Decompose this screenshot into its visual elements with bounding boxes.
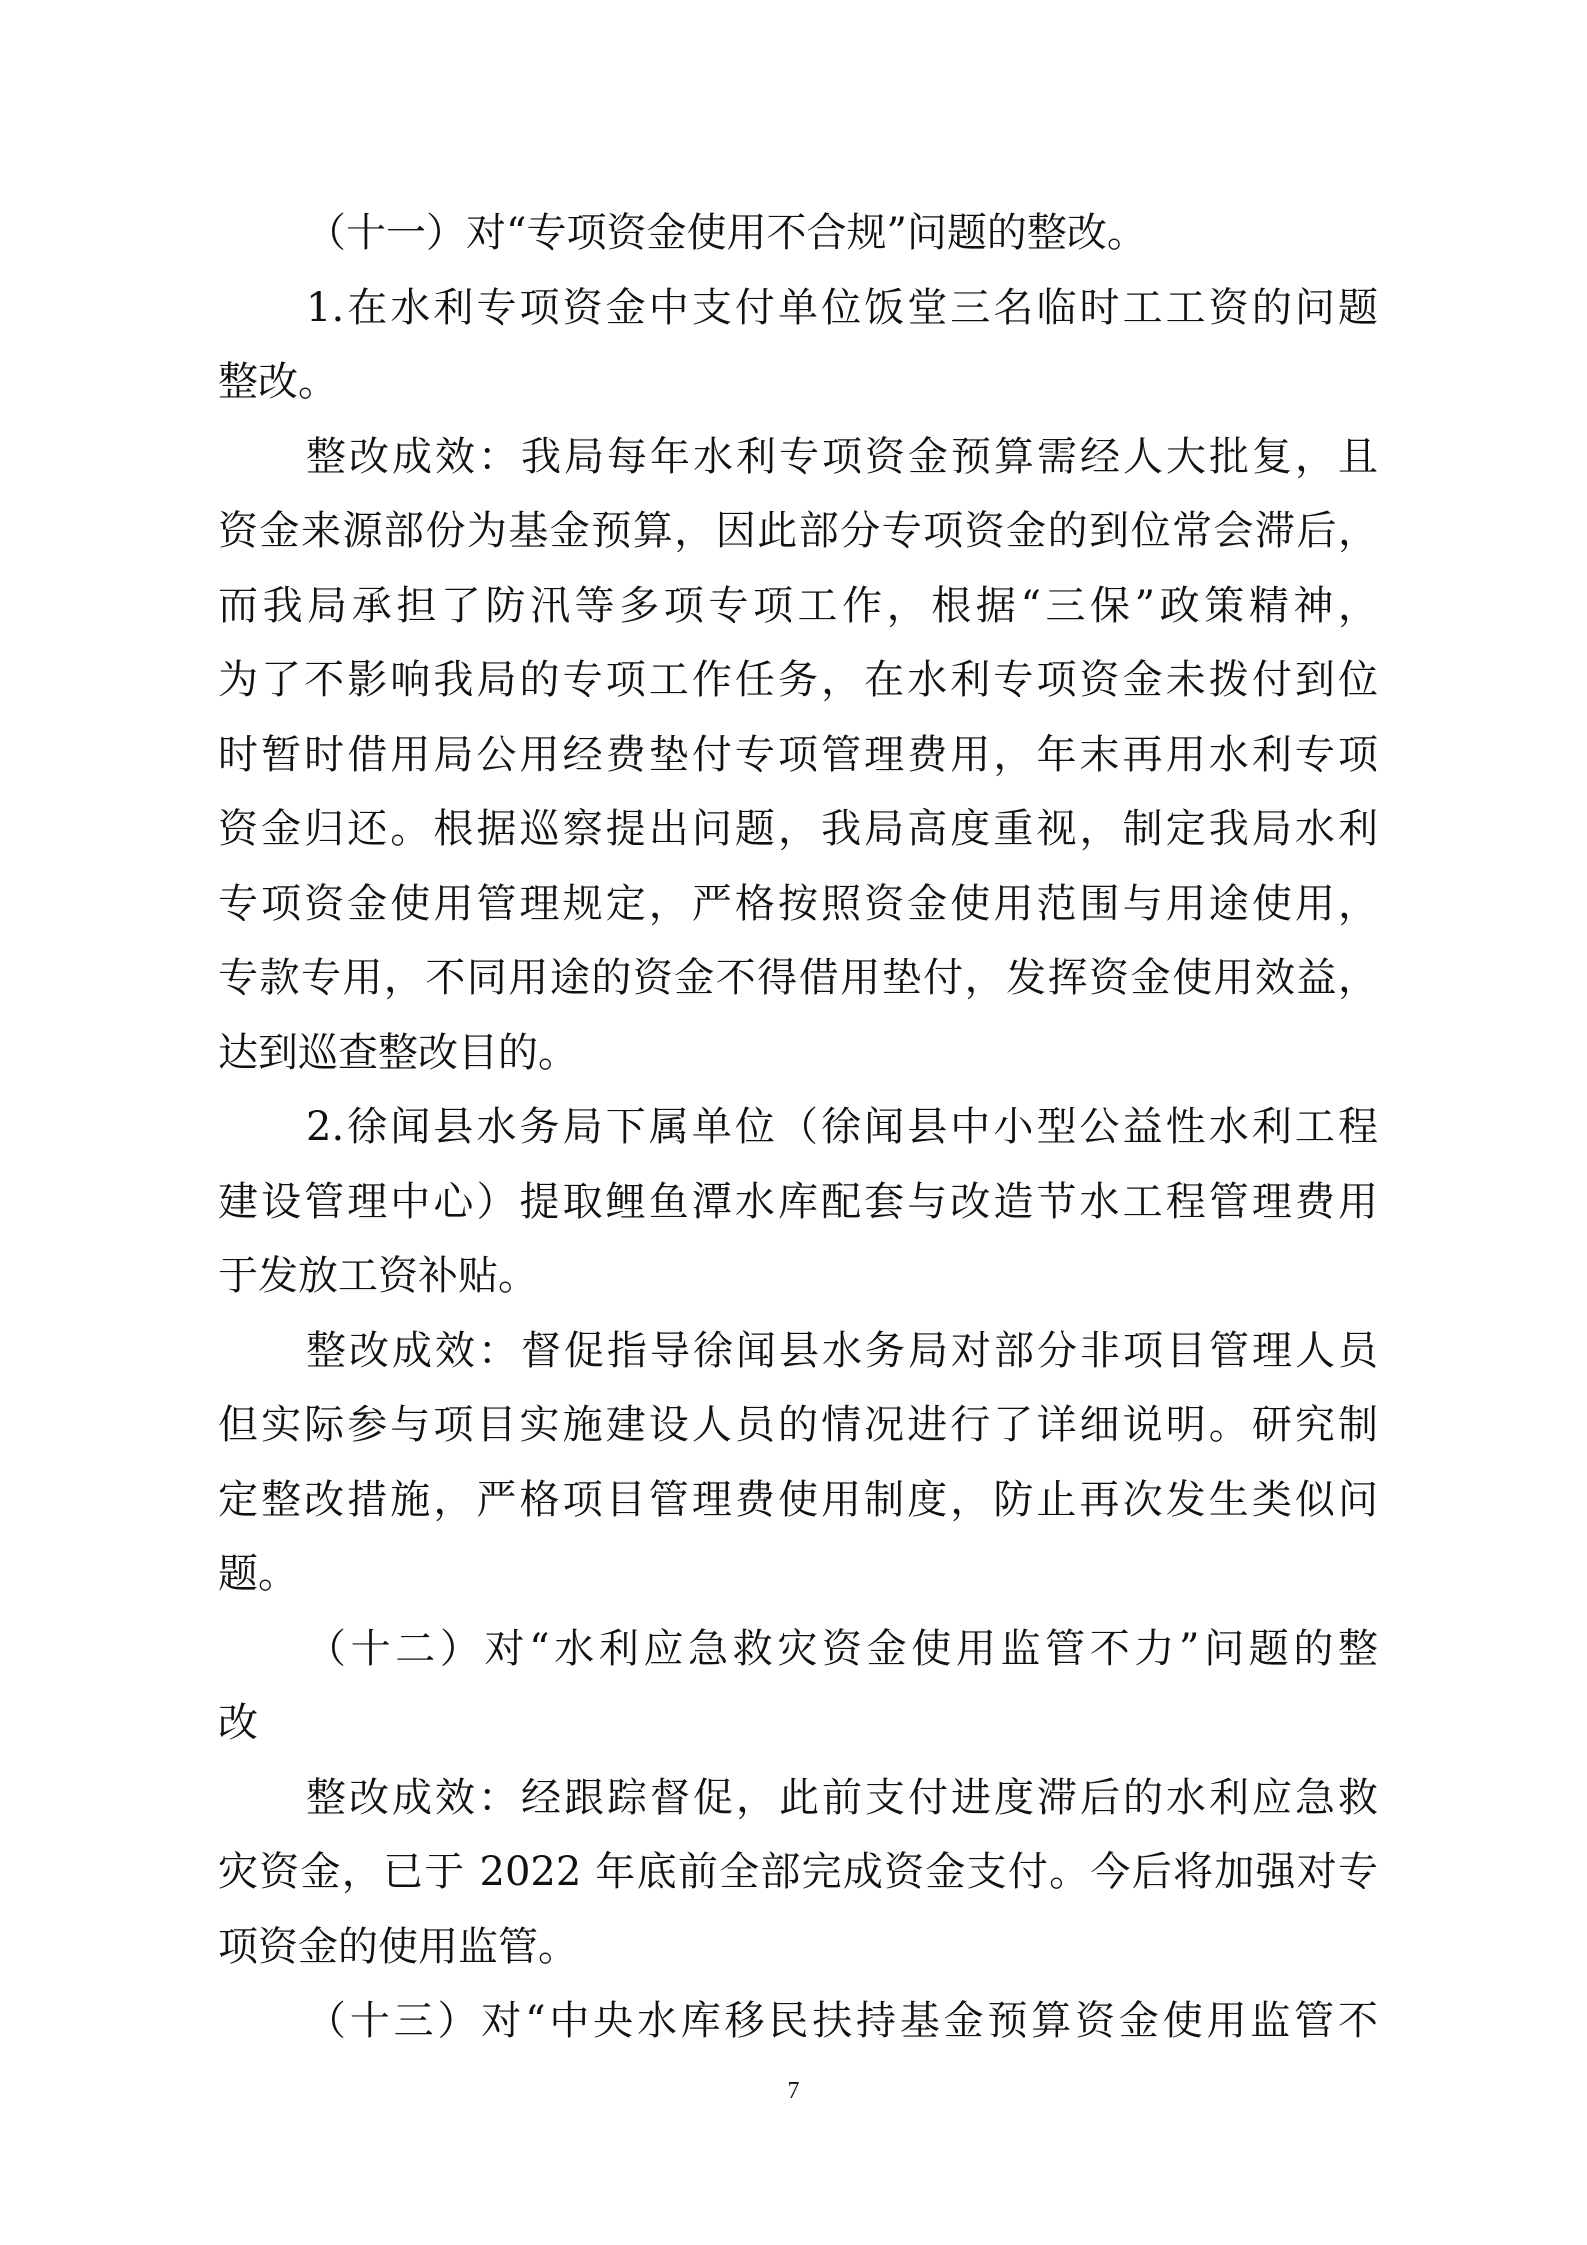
paragraph-line: 灾资金，已于 2022 年底前全部完成资金支付。今后将加强对专 <box>218 1849 1378 1895</box>
document-body <box>218 196 1378 2059</box>
item-2-result-paragraph: 整改成效：督促指导徐闻县水务局对部分非项目管理人员 <box>306 1327 1378 1374</box>
paragraph-line: 资金归还。根据巡察提出问题，我局高度重视，制定我局水利 <box>218 806 1378 852</box>
item-1-title-cont: 整改。 <box>218 359 338 405</box>
section-heading-12-cont: 改 <box>218 1700 258 1746</box>
item-2-title-cont: 于发放工资补贴。 <box>218 1253 538 1299</box>
section-heading-11: （十一）对“专项资金使用不合规”问题的整改。 <box>306 210 1147 256</box>
item-2-title-cont: 建设管理中心）提取鲤鱼潭水库配套与改造节水工程管理费用 <box>218 1178 1378 1225</box>
section-12-result-paragraph: 整改成效：经跟踪督促，此前支付进度滞后的水利应急救 <box>306 1774 1378 1821</box>
section-heading-12: （十二）对“水利应急救灾资金使用监管不力”问题的整 <box>306 1625 1378 1672</box>
item-1-title: 1.在水利专项资金中支付单位饭堂三名临时工工资的问题 <box>306 284 1378 331</box>
paragraph-line: 项资金的使用监管。 <box>218 1923 578 1970</box>
paragraph-line: 专款专用，不同用途的资金不得借用垫付，发挥资金使用效益， <box>218 955 1378 1001</box>
paragraph-line: 定整改措施，严格项目管理费使用制度，防止再次发生类似问 <box>218 1476 1378 1523</box>
paragraph-line: 资金来源部份为基金预算，因此部分专项资金的到位常会滞后， <box>218 508 1378 554</box>
item-2-title: 2.徐闻县水务局下属单位（徐闻县中小型公益性水利工程 <box>306 1104 1378 1150</box>
paragraph-line: 为了不影响我局的专项工作任务，在水利专项资金未拨付到位 <box>218 657 1378 703</box>
paragraph-line: 但实际参与项目实施建设人员的情况进行了详细说明。研究制 <box>218 1402 1378 1448</box>
page-number: 7 <box>787 2078 800 2104</box>
paragraph-line: 专项资金使用管理规定，严格按照资金使用范围与用途使用， <box>218 880 1378 927</box>
paragraph-line: 题。 <box>218 1551 298 1597</box>
paragraph-line: 达到巡查整改目的。 <box>218 1029 578 1076</box>
item-1-result-paragraph: 整改成效：我局每年水利专项资金预算需经人大批复，且 <box>306 433 1378 480</box>
paragraph-line: 时暂时借用局公用经费垫付专项管理费用，年末再用水利专项 <box>218 731 1378 778</box>
section-heading-13: （十三）对“中央水库移民扶持基金预算资金使用监管不 <box>306 1998 1378 2044</box>
paragraph-line: 而我局承担了防汛等多项专项工作，根据“三保”政策精神， <box>218 582 1378 629</box>
